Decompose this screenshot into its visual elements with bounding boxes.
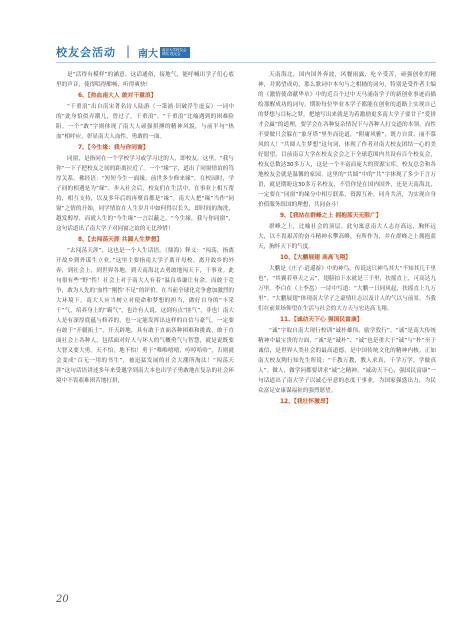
nju-logo [138,45,190,59]
body-paragraph: “诚”字取自南大现行校训“诚朴雄伟，励学敦行”。“诚”是南大传统精神中最宝贵的方面，“诚”是“诚朴”、“诚”也是重大于“诚”与“朴”至于诚信，是世界人类社会的最高道德，是中国传统文化的精神内核。正如南大校友陶行知先生所说：“千教万教，教人求真，千学万学，学做真人”。做人，做学问都要讲求“诚”之精神。“诚动天下心，强国民富康”一句话道出了南大学子以诚心至意的态度干事业，为国家强盛出力，为民众富足安康谋福祉的强烈愿望。 [258,328,436,394]
logo-tag: 南京大学校友会网站 校友会 [160,47,190,58]
section-heading: 6、【热血南大人 敢对千重浪】 [78,93,157,99]
body-paragraph: 群峰之上，比喻社会的顶层。此句寓意南大人志存高远，胸怀远大，以不畏艰苦的奋斗精神永攀高峰，有所作为，并在群峰之上拥抱蓝天，胸怀天下的气度。 [258,224,436,250]
section-title: 校友会活动 [56,46,116,59]
logo-text: 南大 [138,48,158,60]
section-heading: 7、【今生缘：我与你同窗】 [78,145,149,151]
header-rule [56,62,436,63]
left-column [56,70,234,386]
header-separator: | [126,44,131,58]
section-heading: 9、【我站在群峰之上 拥抱蓝天无限广】 [280,213,382,219]
body-paragraph: 大鹏是《庄子·逍遥游》中的神鸟，传说这只神鸟其大“不知其几千里也”，“其翼若垂天之云”，翅膀拍下水就是三千里，扶摇直上，可高达九万里。李白在（上李邕）一诗中写道：“大鹏一日同风起，扶摇直上九万里”。“大鹏展翅”体现南大学子之豪情壮志以及让人的气以与前景。当我们在前景场仰望在生活与社会的大方天与宏达高飞翔。 [258,266,436,312]
body-paragraph: 天南海北，国内国外奔波，风餐雨露，吃辛受苦，顽强创业的精神，并渴望成功，那么歌词中本句与之相辅的词句，特别是受作者主编的《激情使命献华章》中的近百个过中天马涌南学子的新创业事迹而描绘那醒成功的词句。期盼每位毕业本学子都能在创业的道路上实现自己的梦想与目标之梦。把她写出来就是为着激励更多南大学子要甘于“爱拼才会赢”的道理，要学会在各种复杂情况下与各种人打交道的本领，而性不要做只会躲在“象牙塔”里坐而论道，“附庸风雅”，既方自赏、丽不慕风的人！“共圆人生梦想”这句词，体现了作者对南大校友团结一心的美好愿望。目前南京大学在校友会会之下全球范围内共设有百个校友会，校友总数达30多万人，这是一个丰富而庞大的资源宝库。校友总会和各地校友会就是温馨的家园。这里的“共圆”中的“共”字体现了多少千言万语，就是期盼这30多万名校友，不管你是在国内国外，还是天南海北，一定要在“同窗”的缘分中相互联系，资源互补，同舟共济，为实现自身价值服务组国的理想，共同奋斗！ [258,72,436,208]
section-heading: 12、【我壮怀激昂】 [280,399,332,405]
page-number: 20 [56,594,69,605]
page-header [56,44,436,62]
section-heading: 11、【诚动天下心 强国民富康】 [280,317,363,323]
body-paragraph: “千重浪”出自南宋著名诗人陆游（一箫浦·识破浮生虚妄）一词中的“此身恰似弄潮儿，曾过了，千重浪”。“千重浪”比喻遇到的困难险阻。一个“敢”字则体现了南大人顽强拼搏的精神风貌，与前半句“热血”相呼应，彰显南大人血性、勇敢的一面。 [56,104,234,140]
body-paragraph: 同窗，是指同在一个学校学习或学习过的人，即校友。这里，“我与你”一下子把校友之间的距离拉近了。一个“缘”字，道出了同窗情谊的笃厚关系。佛经语：“短短今生一面缘，前世多少修来缘”，在校园时，学子间的相遇是为“缘”，步入社会后，校友们在生活中、在事业上相互帮持，相互支持，以及多年后的再聚首都是“缘”。南大人把“缘”当作“同窗”之情的开始，同学情谊在人生岁月中如何得以长久，即时间的淘洗，越发醇厚，而就人生的“今生缘”一言以蔽之，“今生缘，我与你同窗”，这句话道出了南大学子对同窗之谊的无比珍惜！ [56,156,234,232]
section-heading: 10、【大鹏展翅 高高飞翔】 [280,255,351,261]
body-paragraph: 是“活得有模样”的涵意。这话通俗，接地气，能呼喊出学子们心底里的声音，使得唱得酣畅，听得爽快！ [56,72,234,88]
body-paragraph: “去闯荡天涯”，这也是一个人生话语。（鼎海）释义：“闯荡，指离开故乡到外谋生立业。”这里主要指南大学子离开母校、离开故乡的外奔，到社会上，到世界各地，到天南海北去勇敢地闯天下，干事业。此句很有些“野”性！社会上对于南大人有着“温良恭谦让有余，而敢于竞争，敢为人先的‘血性’‘刚性’不足”的评价。在当前全球化竞争愈加激烈的大环境下，南大人应当树立对使命和梦想的担当，做好自身的“丰采千”气，培养身上的“霸气”，也许有人说，这到有点“匪气”，非也！南大人是有深厚底蕴与修养的，也一定能发挥出这样的自信与豪气，一定要有敢于“开疆拓土”，开天辟地，具有敢于直面各种困难和挑战，敢于直面社会上各种人，包括面对好人与坏人的气概勇气与智慧，就是说既要大智又要大勇。天不怕，地不怕！勇于“唯唯嘻嘻，哼哼哈哈”，否则就会变成“百无一用的书生”，被迅猛发展的社会大潮所淘汰！“闯荡天涯”这句话语讲述多年来受邀学到南大本也出学子勇敢地在复杂的社会环境中不畏艰难困苦地打拼， [56,248,234,384]
right-column [258,70,436,408]
section-heading: 8、【去闯荡天涯 共圆人生梦想】 [78,237,163,243]
